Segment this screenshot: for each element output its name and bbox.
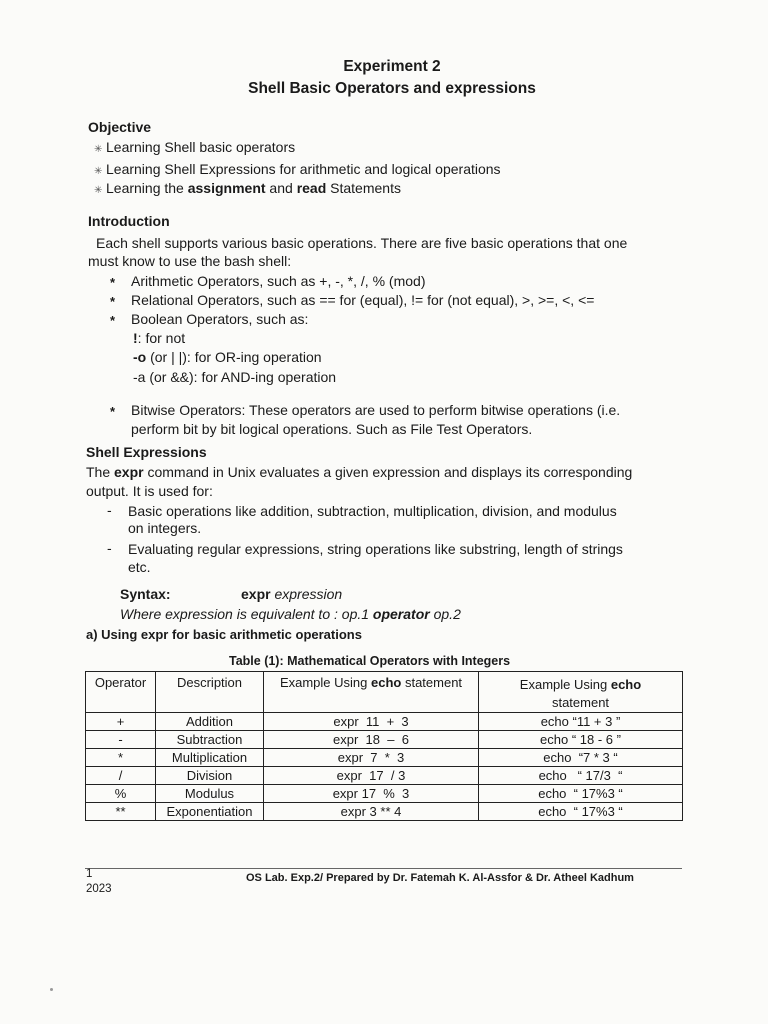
table-row xyxy=(86,749,683,767)
asterisk-bullet-icon: ✳ xyxy=(94,144,103,155)
text-segment: command in Unix evaluates a given expression and displays its corresponding xyxy=(143,464,633,480)
bold-segment: -o xyxy=(133,349,147,365)
expr-use-1a: Basic operations like addition, subtraction, multiplication, division, and modulus xyxy=(128,503,617,519)
bold-segment: echo xyxy=(371,675,402,690)
page-subtitle: Shell Basic Operators and expressions xyxy=(248,80,536,97)
bullet-bitwise-1: Bitwise Operators: These operators are used to perform bitwise operations (i.e. xyxy=(131,402,621,418)
italic-segment: Where expression is equivalent to : op.1 xyxy=(120,606,373,622)
operator-cell: - xyxy=(86,731,156,749)
text-segment: (or | |): for OR-ing operation xyxy=(146,349,322,365)
objective-item-3 xyxy=(94,180,401,196)
expr-cell: expr 3 ** 4 xyxy=(264,803,479,821)
table-caption: Table (1): Mathematical Operators with Integers xyxy=(229,654,511,668)
bullet-bitwise-2: perform bit by bit logical operations. Such as File Test Operators. xyxy=(131,421,533,437)
echo-cell: echo “ 17/3 “ xyxy=(479,767,683,785)
star-bullet-icon: * xyxy=(110,313,116,328)
italic-segment: expression xyxy=(274,586,343,602)
footer-divider xyxy=(85,868,682,869)
footer-credit: OS Lab. Exp.2/ Prepared by Dr. Fatemah K. Al-Assfor & Dr. Atheel Kadhum xyxy=(246,872,634,884)
expr-cell: expr 7 * 3 xyxy=(264,749,479,767)
bullet-relational: Relational Operators, such as == for (equal), != for (not equal), >, >=, <, <= xyxy=(131,292,595,308)
operator-cell: + xyxy=(86,713,156,731)
expr-use-2b: etc. xyxy=(128,559,151,575)
operator-cell: % xyxy=(86,785,156,803)
intro-line-2: must know to use the bash shell: xyxy=(88,253,292,269)
syntax-command xyxy=(241,586,342,602)
shell-expressions-heading: Shell Expressions xyxy=(86,444,207,460)
bold-italic-segment: operator xyxy=(372,606,430,622)
description-cell: Subtraction xyxy=(156,731,264,749)
dash-bullet-icon: - xyxy=(107,540,112,556)
italic-segment: op.2 xyxy=(429,606,461,622)
syntax-where xyxy=(120,606,461,622)
text-segment: Example Using xyxy=(519,677,611,692)
asterisk-bullet-icon: ✳ xyxy=(94,185,103,196)
objective-item-text: Learning Shell basic operators xyxy=(106,139,296,155)
star-bullet-icon: * xyxy=(110,275,116,290)
dash-bullet-icon: - xyxy=(107,502,112,518)
asterisk-bullet-icon: ✳ xyxy=(94,166,103,177)
bold-segment: echo xyxy=(610,677,642,692)
description-cell: Modulus xyxy=(156,785,264,803)
echo-cell: echo “7 * 3 “ xyxy=(479,749,683,767)
description-cell: Multiplication xyxy=(156,749,264,767)
table-row xyxy=(86,731,683,749)
text-segment: and xyxy=(265,180,297,196)
scan-speck xyxy=(50,988,53,991)
objective-heading: Objective xyxy=(88,119,152,135)
expr-use-2a: Evaluating regular expressions, string operations like substring, length of strings xyxy=(128,541,623,557)
operator-cell: * xyxy=(86,749,156,767)
bold-segment: expr xyxy=(241,586,271,602)
echo-cell: echo “ 17%3 “ xyxy=(479,803,683,821)
objective-item-1 xyxy=(94,139,295,155)
description-cell: Addition xyxy=(156,713,264,731)
text-segment: : for not xyxy=(137,330,186,346)
text-segment: The xyxy=(86,464,115,480)
table-header-example-echo-2 xyxy=(479,672,683,713)
expr-cell: expr 17 / 3 xyxy=(264,767,479,785)
description-cell: Exponentiation xyxy=(156,803,264,821)
text-segment: Example Using xyxy=(279,675,371,690)
expr-cell: expr 18 – 6 xyxy=(264,731,479,749)
table-row xyxy=(86,713,683,731)
table-row xyxy=(86,803,683,821)
objective-item-text: Learning Shell Expressions for arithmetic and logical operations xyxy=(106,161,501,177)
expr-cell: expr 11 + 3 xyxy=(264,713,479,731)
echo-cell: echo “ 18 - 6 ” xyxy=(479,731,683,749)
bold-segment: read xyxy=(296,180,327,196)
page-title: Experiment 2 xyxy=(343,58,441,75)
boolean-or xyxy=(133,349,322,365)
expr-cell: expr 17 % 3 xyxy=(264,785,479,803)
bold-segment: expr xyxy=(114,464,144,480)
bold-segment: assignment xyxy=(187,180,266,196)
operator-cell: / xyxy=(86,767,156,785)
bullet-arithmetic: Arithmetic Operators, such as +, -, *, /, % (mod) xyxy=(131,273,426,289)
syntax-label xyxy=(120,586,171,602)
objective-item-2 xyxy=(94,161,501,177)
expr-use-1b: on integers. xyxy=(128,520,202,536)
table-header-description: Description xyxy=(156,672,264,713)
table-header-example-echo xyxy=(264,672,479,713)
bold-segment: ! xyxy=(133,330,138,346)
description-cell: Division xyxy=(156,767,264,785)
table-row xyxy=(86,785,683,803)
operators-table xyxy=(85,671,683,821)
expr-line-2: output. It is used for: xyxy=(86,483,213,499)
intro-line-1: Each shell supports various basic operations. There are five basic operations that one xyxy=(96,235,628,251)
introduction-heading: Introduction xyxy=(88,213,170,229)
text-segment: statement xyxy=(401,675,463,690)
table-header-operator: Operator xyxy=(86,672,156,713)
boolean-and: -a (or &&): for AND-ing operation xyxy=(133,369,337,385)
table-row xyxy=(86,767,683,785)
text-segment: statement xyxy=(551,695,610,710)
subsection-a: a) Using expr for basic arithmetic operations xyxy=(86,627,362,642)
bullet-boolean: Boolean Operators, such as: xyxy=(131,311,309,327)
bold-segment: Syntax: xyxy=(120,586,171,602)
expr-line-1 xyxy=(86,464,632,480)
text-segment: Learning the xyxy=(106,180,188,196)
star-bullet-icon: * xyxy=(110,404,116,419)
page-number: 1 xyxy=(86,868,93,880)
echo-cell: echo “11 + 3 ” xyxy=(479,713,683,731)
footer-year: 2023 xyxy=(86,883,112,895)
operator-cell: ** xyxy=(86,803,156,821)
echo-cell: echo “ 17%3 “ xyxy=(479,785,683,803)
text-segment: Statements xyxy=(326,180,401,196)
star-bullet-icon: * xyxy=(110,294,116,309)
boolean-not xyxy=(133,330,185,346)
